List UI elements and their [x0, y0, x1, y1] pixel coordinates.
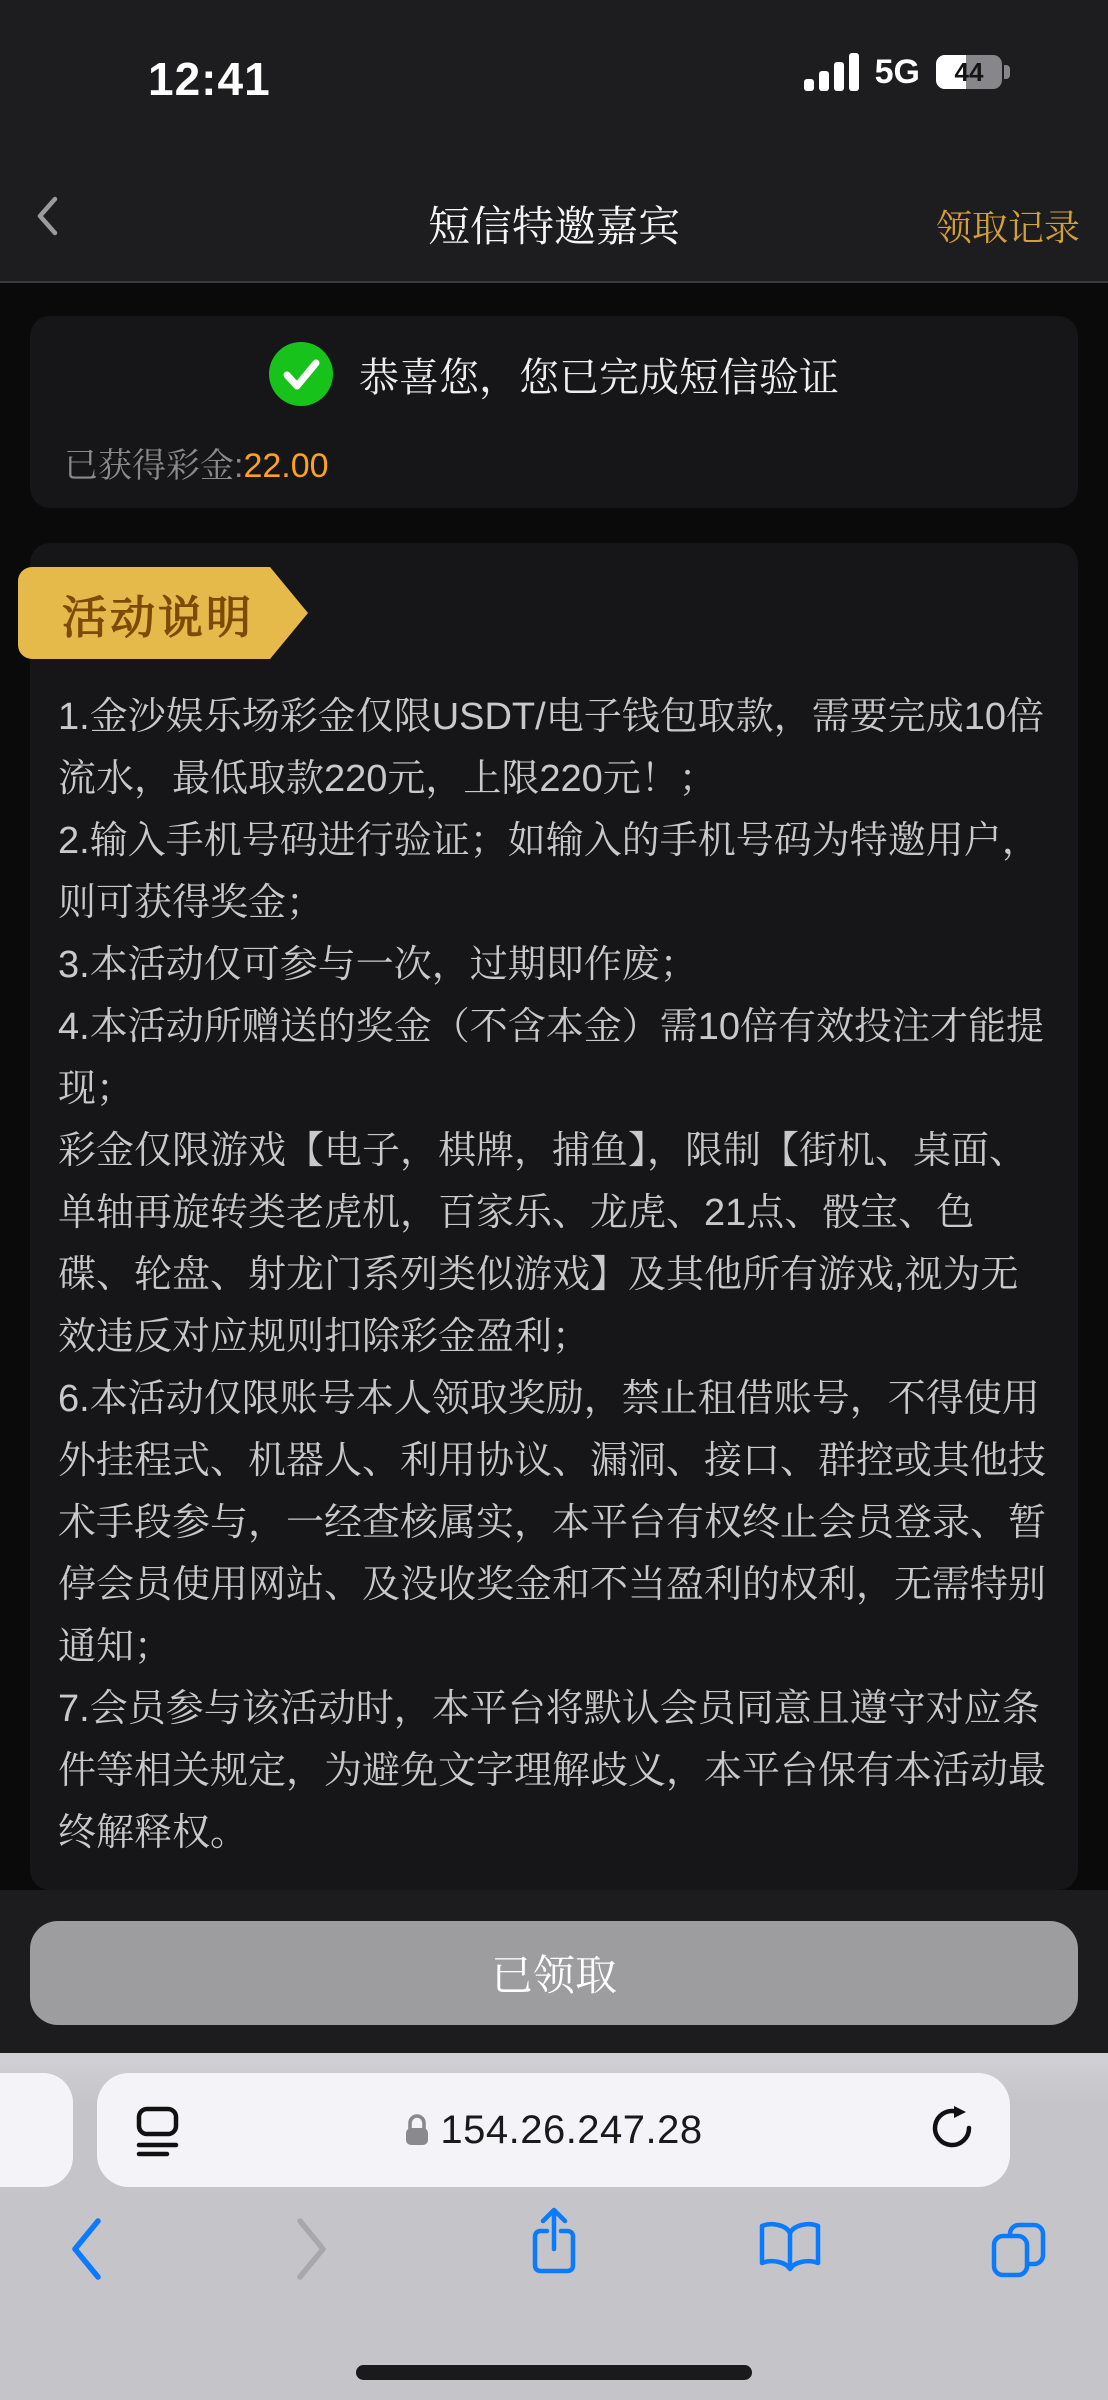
share-icon [528, 2205, 580, 2277]
top-bar [0, 0, 1108, 283]
safari-toolbar [0, 2053, 1108, 2400]
browser-forward-button[interactable] [294, 2216, 330, 2287]
sms-verify-success-card [30, 316, 1078, 508]
footer-band [0, 1890, 1108, 2053]
page-settings-button[interactable] [133, 2103, 181, 2162]
reload-icon [928, 2106, 976, 2154]
reload-button[interactable] [928, 2106, 976, 2159]
rules-ribbon-title: 活动说明 [62, 591, 255, 643]
battery-icon [936, 55, 1002, 89]
bonus-line [64, 438, 329, 487]
url-group [404, 2108, 702, 2153]
home-indicator[interactable] [356, 2365, 752, 2380]
url-text: 154.26.247.28 [440, 2107, 703, 2152]
success-check-icon [269, 342, 333, 406]
adjacent-tab-edge[interactable] [0, 2073, 73, 2187]
chevron-right-icon [294, 2216, 330, 2282]
bookmarks-button[interactable] [758, 2221, 822, 2282]
open-book-icon [758, 2221, 822, 2277]
signal-bars-icon [804, 53, 859, 91]
status-time: 12:41 [148, 53, 271, 105]
tabs-button[interactable] [990, 2222, 1048, 2283]
bonus-label: 已获得彩金: [64, 447, 244, 485]
claim-history-link[interactable]: 领取记录 [935, 207, 1080, 248]
claimed-button[interactable]: 已领取 [30, 1921, 1078, 2025]
activity-rules-card [30, 543, 1078, 1890]
rule-paragraph: 彩金仅限游戏【电子，棋牌，捕鱼】，限制【街机、桌面、单轴再旋转类老虎机，百家乐、龙虎、21点、骰宝、色碟、轮盘、射龙门系列类似游戏】及其他所有游戏,视为无效违反对应规则扣除彩金盈利； [58, 1130, 1028, 1358]
rule-paragraph: 2.输入手机号码进行验证；如输入的手机号码为特邀用户，则可获得奖金； [58, 820, 1040, 924]
lock-icon [404, 2113, 430, 2147]
rule-paragraph: 3.本活动仅可参与一次，过期即作废； [58, 944, 698, 986]
battery-percent: 44 [954, 56, 984, 87]
reader-icon [133, 2103, 181, 2157]
address-bar[interactable] [97, 2073, 1010, 2187]
success-row [30, 316, 1078, 406]
battery-cap [1004, 65, 1010, 79]
bonus-amount: 22.00 [243, 447, 329, 485]
chevron-left-icon [68, 2216, 104, 2282]
share-button[interactable] [528, 2205, 580, 2282]
rule-paragraph: 6.本活动仅限账号本人领取奖励，禁止租借账号，不得使用外挂程式、机器人、利用协议、漏洞、接口、群控或其他技术手段参与，一经查核属实，本平台有权终止会员登录、暂停会员使用网站、及没收奖金和不当盈利的权利，无需特别通知； [58, 1378, 1047, 1668]
rule-paragraph: 7.会员参与该活动时，本平台将默认会员同意且遵守对应条件等相关规定，为避免文字理解歧义，本平台保有本活动最终解释权。 [58, 1688, 1047, 1854]
rule-paragraph: 4.本活动所赠送的奖金（不含本金）需10倍有效投注才能提现； [58, 1006, 1044, 1110]
page-title: 短信特邀嘉宾 [427, 203, 680, 250]
tabs-icon [990, 2222, 1048, 2278]
rules-ribbon [18, 567, 270, 659]
rule-paragraph: 1.金沙娱乐场彩金仅限USDT/电子钱包取款，需要完成10倍流水，最低取款220元，上限220元！； [58, 696, 1044, 800]
success-message: 恭喜您，您已完成短信验证 [359, 355, 839, 400]
status-indicators [804, 50, 1010, 94]
network-type-label: 5G [874, 52, 920, 91]
browser-back-button[interactable] [68, 2216, 104, 2287]
rules-text [58, 686, 1048, 1864]
